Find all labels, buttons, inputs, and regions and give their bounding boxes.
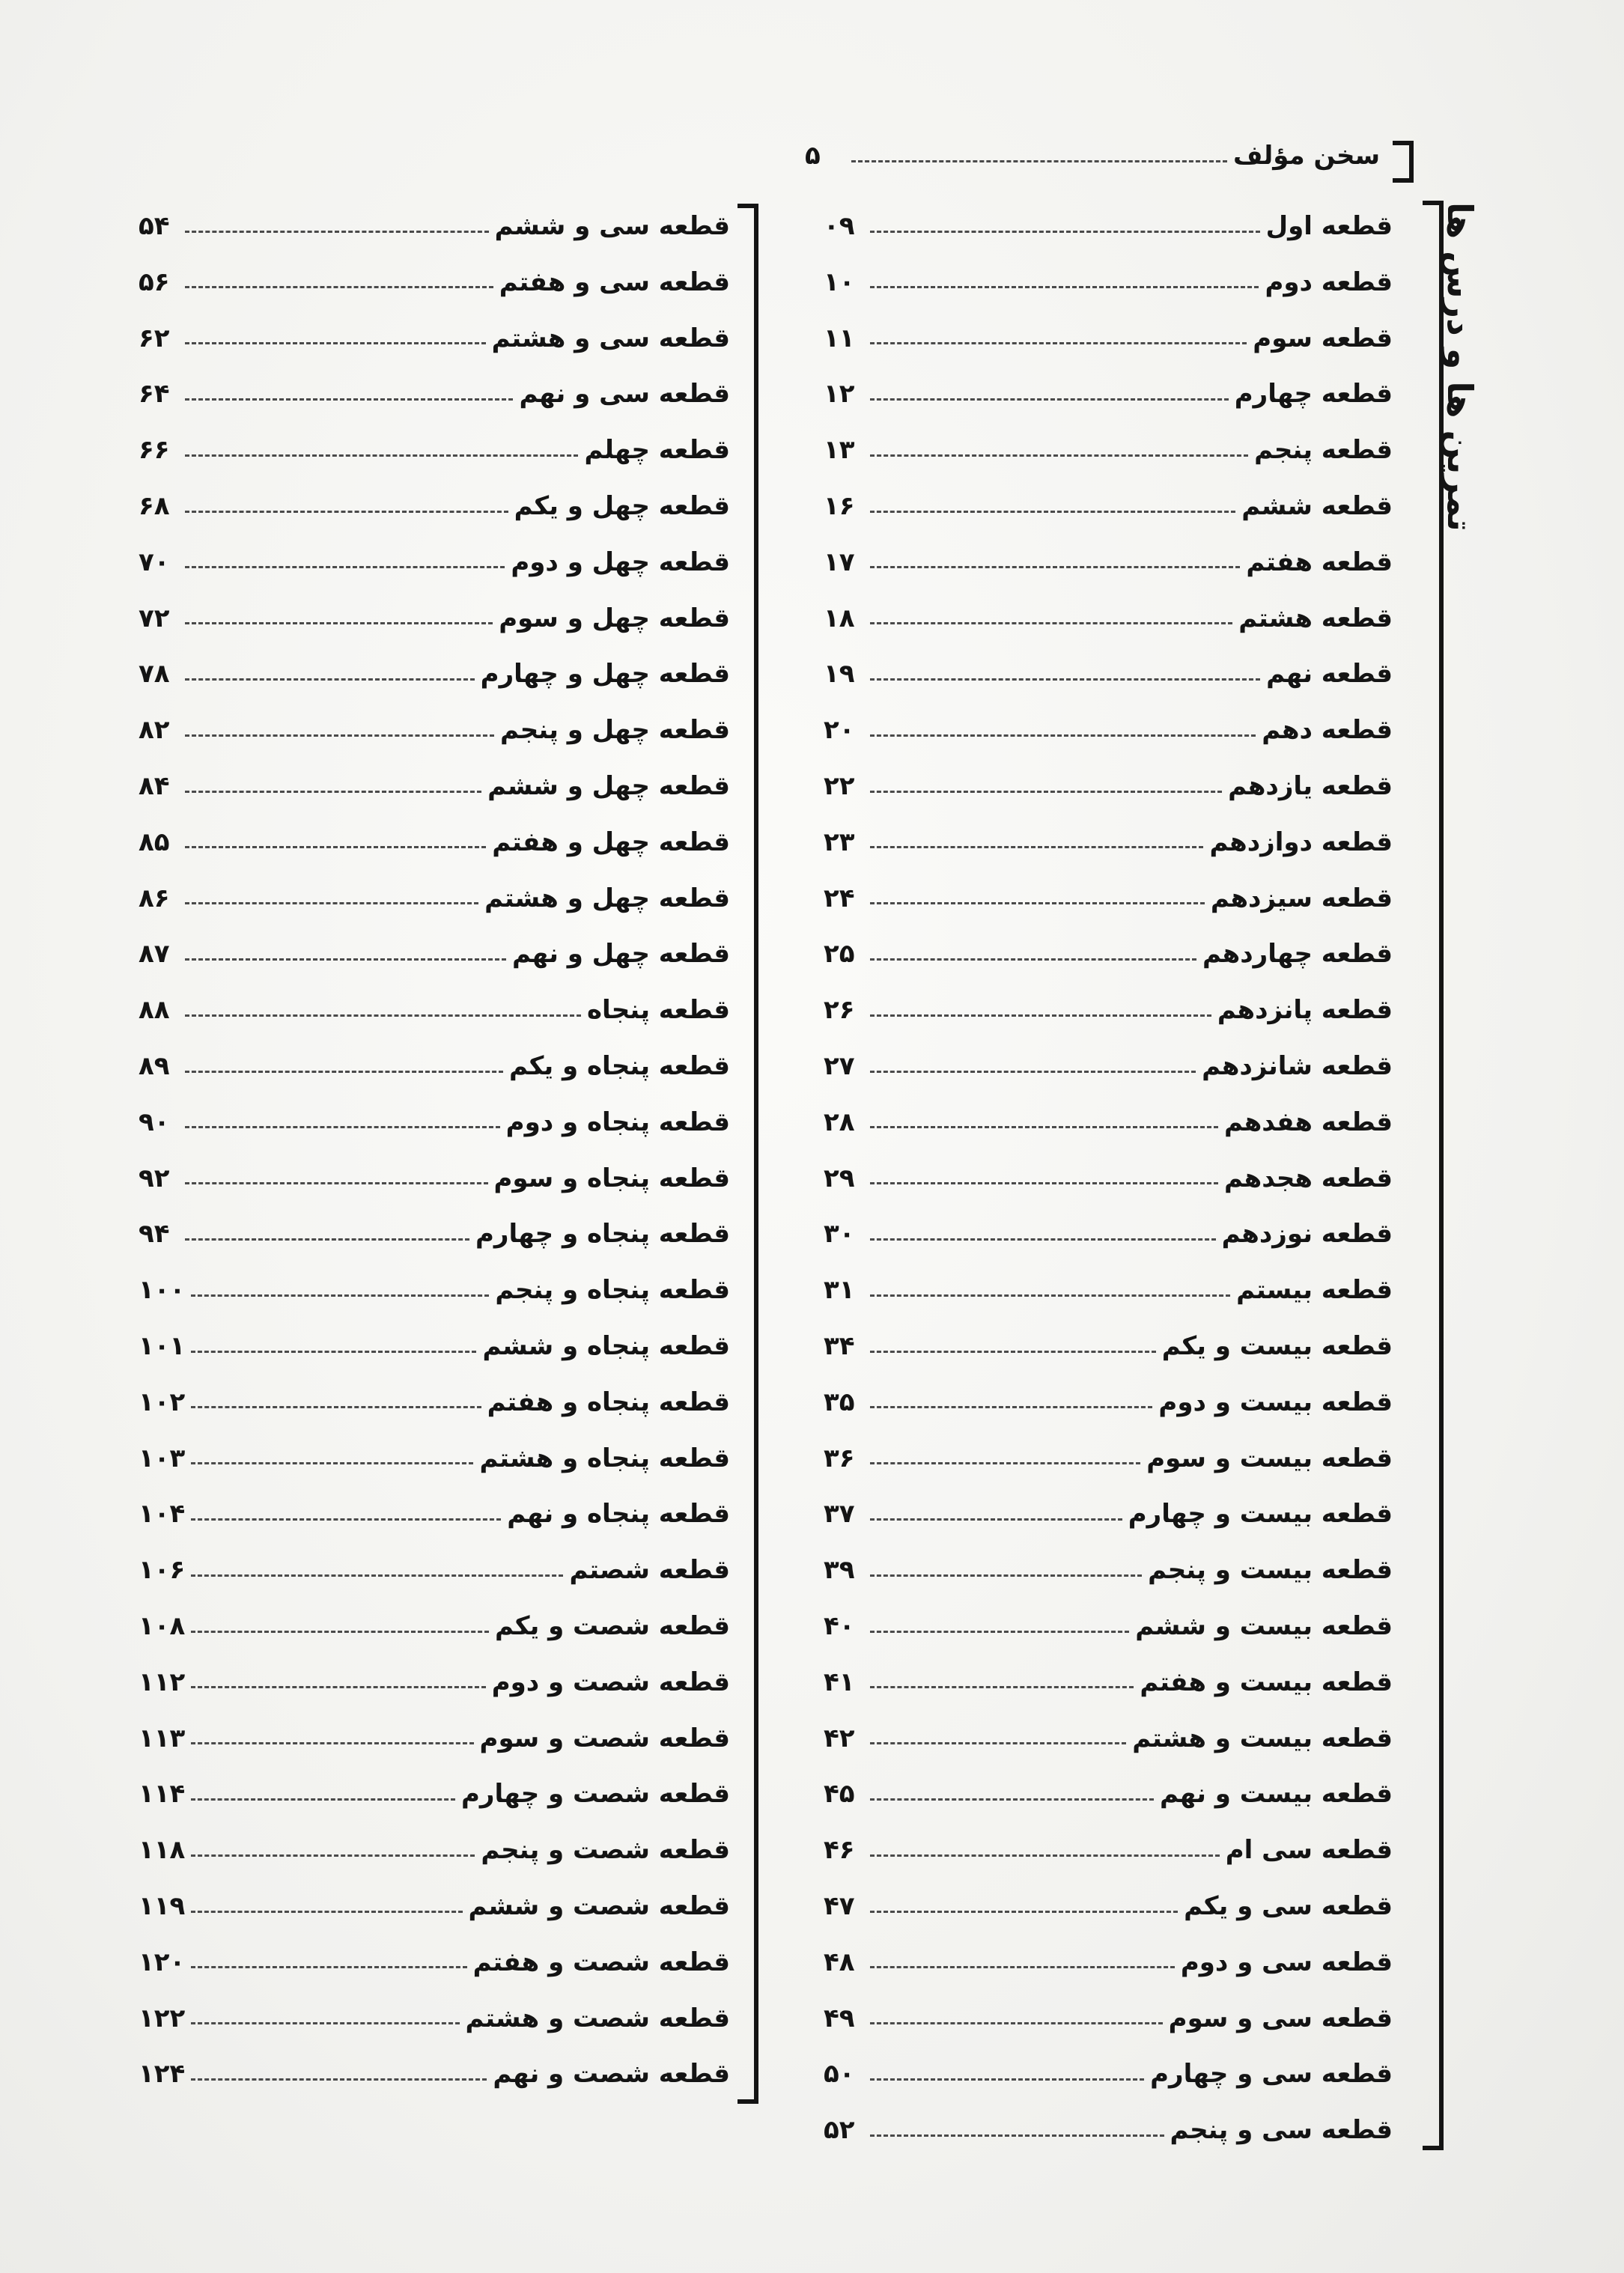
toc-entry-page: ۳۶	[824, 1443, 855, 1473]
toc-intro-row[interactable]	[805, 133, 1380, 178]
toc-row[interactable]	[824, 708, 1393, 752]
toc-entry-page: ۱۱۸	[139, 1835, 186, 1866]
toc-leader	[870, 1574, 1142, 1577]
toc-leader	[185, 342, 486, 344]
toc-row[interactable]	[824, 1940, 1393, 1985]
toc-entry-title: قطعه بیست و ششم	[1135, 1611, 1393, 1641]
toc-entry-title: قطعه شصت و چهارم	[461, 1779, 730, 1810]
toc-entry-title: قطعه سیزدهم	[1210, 883, 1393, 913]
toc-leader	[191, 1351, 476, 1353]
toc-entry-page: ۱۰۴	[139, 1499, 186, 1530]
toc-leader	[870, 1126, 1218, 1128]
toc-row[interactable]	[824, 1324, 1393, 1369]
toc-row[interactable]	[824, 1884, 1393, 1929]
toc-leader	[870, 398, 1229, 401]
toc-row[interactable]	[824, 820, 1393, 865]
toc-entry-page: ۴۷	[824, 1891, 855, 1921]
toc-leader	[870, 1014, 1211, 1017]
toc-entry-title: قطعه پانزدهم	[1217, 995, 1393, 1026]
toc-entry-title: قطعه شصت و پنجم	[481, 1835, 730, 1866]
toc-leader	[191, 1574, 563, 1577]
toc-row[interactable]	[824, 1604, 1393, 1649]
toc-leader	[870, 1294, 1230, 1297]
toc-row[interactable]	[139, 1100, 730, 1145]
toc-entry-title: قطعه هشتم	[1238, 603, 1393, 633]
toc-entry-page: ۶۴	[139, 379, 170, 410]
toc-entry-page: ۵۴	[139, 211, 170, 241]
toc-entry-title: قطعه چهل و سوم	[499, 603, 730, 633]
toc-row[interactable]	[139, 1828, 730, 1872]
toc-row[interactable]	[824, 1044, 1393, 1089]
toc-leader	[870, 342, 1247, 344]
toc-intro-title: سخن مؤلف	[1233, 141, 1380, 171]
toc-entry-title: قطعه سی و هفتم	[499, 267, 730, 297]
toc-leader	[870, 231, 1260, 233]
toc-leader	[191, 1911, 462, 1913]
toc-leader	[870, 1238, 1216, 1241]
toc-row[interactable]	[824, 1156, 1393, 1201]
toc-leader	[870, 678, 1260, 681]
toc-leader	[191, 1406, 481, 1408]
toc-entry-title: قطعه شصت و ششم	[468, 1891, 730, 1921]
toc-leader	[870, 454, 1248, 457]
toc-entry-title: قطعه سی ام	[1225, 1835, 1393, 1866]
toc-entry-page: ۸۶	[139, 883, 170, 913]
toc-leader	[185, 1182, 488, 1184]
toc-leader	[870, 566, 1240, 568]
toc-row[interactable]	[139, 1044, 730, 1089]
toc-entry-page: ۲۸	[824, 1107, 855, 1137]
toc-entry-page: ۱۰۳	[139, 1443, 186, 1473]
toc-row[interactable]	[824, 1100, 1393, 1145]
toc-entry-title: قطعه دهم	[1262, 715, 1393, 746]
toc-leader	[191, 1742, 473, 1744]
toc-leader	[870, 1911, 1178, 1913]
toc-entry-title: قطعه شصت و نهم	[493, 2059, 730, 2090]
toc-leader	[870, 791, 1222, 793]
toc-leader	[185, 1071, 503, 1073]
toc-row[interactable]	[824, 427, 1393, 472]
toc-entry-title: قطعه سی و ششم	[494, 211, 730, 241]
toc-entry-title: قطعه چهل و چهارم	[480, 659, 730, 690]
toc-row[interactable]	[139, 427, 730, 472]
toc-entry-title: قطعه شصت و هشتم	[465, 2003, 730, 2033]
toc-entry-title: قطعه بیست و پنجم	[1148, 1555, 1393, 1586]
toc-leader	[870, 2134, 1164, 2137]
toc-row[interactable]	[139, 1660, 730, 1705]
toc-entry-title: قطعه پنجاه و دوم	[505, 1107, 730, 1137]
toc-entry-title: قطعه چهارم	[1234, 379, 1393, 410]
toc-entry-page: ۷۸	[139, 659, 170, 690]
toc-row[interactable]	[824, 540, 1393, 585]
toc-leader	[185, 791, 481, 793]
toc-leader	[870, 2022, 1163, 2024]
toc-row[interactable]	[139, 1324, 730, 1369]
toc-row[interactable]	[139, 1211, 730, 1256]
toc-leader	[185, 1238, 469, 1241]
toc-entry-page: ۴۱	[824, 1667, 855, 1697]
toc-entry-page: ۸۷	[139, 939, 170, 970]
toc-entry-title: قطعه دوم	[1265, 267, 1393, 297]
toc-leader	[191, 1686, 485, 1688]
toc-entry-page: ۲۴	[824, 883, 855, 913]
toc-entry-page: ۱۱۹	[139, 1891, 186, 1921]
toc-leader	[870, 734, 1256, 737]
section-heading	[1440, 180, 1480, 554]
toc-row[interactable]	[824, 1828, 1393, 1872]
toc-entry-title: قطعه بیست و یکم	[1161, 1331, 1393, 1361]
toc-entry-title: قطعه بیست و سوم	[1146, 1443, 1393, 1473]
toc-leader	[191, 1462, 473, 1464]
toc-entry-page: ۱۰۱	[139, 1331, 186, 1361]
toc-entry-title: قطعه چهل و ششم	[487, 771, 730, 801]
toc-entry-page: ۲۹	[824, 1163, 855, 1193]
toc-entry-title: قطعه بیست و هفتم	[1140, 1667, 1393, 1697]
toc-entry-title: قطعه شصتم	[569, 1555, 730, 1586]
toc-entry-page: ۱۱۲	[139, 1667, 186, 1697]
toc-entry-page: ۲۲	[824, 771, 855, 801]
toc-row[interactable]	[139, 2051, 730, 2096]
toc-leader	[870, 1071, 1196, 1073]
toc-leader	[870, 1631, 1129, 1633]
toc-entry-page: ۹۴	[139, 1219, 170, 1250]
toc-leader	[851, 160, 1227, 162]
toc-entry-page: ۱۰۰	[139, 1275, 186, 1306]
toc-row[interactable]	[139, 1436, 730, 1481]
toc-entry-title: قطعه چهل و نهم	[511, 939, 730, 970]
toc-row[interactable]	[139, 708, 730, 752]
toc-row[interactable]	[824, 1660, 1393, 1705]
toc-leader	[191, 1294, 489, 1297]
toc-leader	[191, 1798, 455, 1801]
toc-entry-page: ۵۲	[824, 2115, 855, 2146]
toc-entry-page: ۴۹	[824, 2003, 855, 2033]
toc-entry-page: ۱۰۲	[139, 1387, 186, 1417]
toc-entry-title: قطعه شصت و سوم	[479, 1723, 730, 1753]
toc-leader	[185, 622, 493, 624]
toc-leader	[870, 1854, 1220, 1857]
toc-leader	[870, 902, 1205, 904]
toc-row[interactable]	[139, 596, 730, 641]
toc-entry-page: ۱۰۸	[139, 1611, 186, 1641]
toc-leader	[870, 1351, 1156, 1353]
toc-leader	[870, 1182, 1218, 1184]
toc-entry-title: قطعه پنجاه و نهم	[507, 1499, 730, 1530]
toc-leader	[191, 2022, 459, 2024]
toc-entry-title: قطعه یازدهم	[1228, 771, 1393, 801]
toc-row[interactable]	[139, 1940, 730, 1985]
toc-entry-page: ۶۸	[139, 491, 170, 521]
toc-row[interactable]	[139, 316, 730, 361]
toc-entry-title: قطعه پنجاه	[586, 995, 730, 1026]
toc-leader	[870, 1686, 1134, 1688]
toc-row[interactable]	[824, 1548, 1393, 1592]
toc-row[interactable]	[824, 2051, 1393, 2096]
toc-entry-page: ۸۹	[139, 1051, 170, 1081]
toc-entry-page: ۱۰	[824, 267, 855, 297]
toc-entry-page: ۱۲	[824, 379, 855, 410]
toc-row[interactable]	[824, 988, 1393, 1032]
toc-entry-page: ۴۶	[824, 1835, 855, 1866]
toc-entry-title: قطعه نهم	[1266, 659, 1393, 690]
toc-row[interactable]	[139, 1604, 730, 1649]
toc-leader	[870, 1798, 1154, 1801]
toc-row[interactable]	[139, 371, 730, 416]
toc-entry-title: قطعه شصت و هفتم	[472, 1947, 730, 1977]
toc-entry-title: قطعه دوازدهم	[1209, 827, 1393, 857]
toc-entry-title: قطعه سی و دوم	[1180, 1947, 1393, 1977]
toc-entry-page: ۸۵	[139, 827, 170, 857]
toc-entry-page: ۲۵	[824, 939, 855, 970]
toc-leader	[870, 1518, 1122, 1521]
toc-leader	[870, 1742, 1126, 1744]
toc-entry-page: ۴۰	[824, 1611, 855, 1641]
toc-entry-page: ۴۲	[824, 1723, 855, 1753]
toc-row[interactable]	[824, 1771, 1393, 1816]
toc-leader	[870, 958, 1196, 961]
toc-row[interactable]	[139, 1491, 730, 1536]
toc-entry-title: قطعه سی و چهارم	[1150, 2059, 1393, 2090]
toc-leader	[191, 1854, 475, 1857]
toc-entry-page: ۷۰	[139, 547, 170, 577]
toc-leader	[870, 1406, 1152, 1408]
toc-entry-page: ۹۰	[139, 1107, 170, 1137]
toc-entry-title: قطعه پنجاه و هفتم	[487, 1387, 730, 1417]
toc-entry-page: ۱۸	[824, 603, 855, 633]
toc-entry-page: ۱۲۴	[139, 2059, 186, 2090]
toc-row[interactable]	[139, 876, 730, 921]
toc-entry-page: ۸۸	[139, 995, 170, 1026]
toc-leader	[870, 622, 1232, 624]
toc-row[interactable]	[824, 2108, 1393, 2152]
toc-row[interactable]	[139, 764, 730, 809]
toc-entry-page: ۱۹	[824, 659, 855, 690]
toc-leader	[191, 1631, 489, 1633]
toc-entry-title: قطعه چهل و پنجم	[500, 715, 730, 746]
toc-row[interactable]	[824, 1436, 1393, 1481]
toc-entry-title: قطعه بیست و دوم	[1158, 1387, 1393, 1417]
toc-entry-title: قطعه سی و پنجم	[1170, 2115, 1393, 2146]
toc-entry-page: ۳۵	[824, 1387, 855, 1417]
toc-entry-page: ۶۲	[139, 323, 170, 353]
toc-leader	[185, 511, 508, 513]
toc-row[interactable]	[139, 931, 730, 976]
toc-leader	[191, 1966, 466, 1968]
toc-entry-title: قطعه سی و هشتم	[491, 323, 730, 353]
toc-row[interactable]	[139, 484, 730, 529]
toc-entry-title: قطعه هجدهم	[1224, 1163, 1393, 1193]
toc-entry-page: ۸۴	[139, 771, 170, 801]
toc-row[interactable]	[824, 371, 1393, 416]
toc-row[interactable]	[139, 260, 730, 305]
toc-entry-page: ۱۱۴	[139, 1779, 186, 1810]
toc-leader	[870, 286, 1259, 288]
toc-row[interactable]	[824, 260, 1393, 305]
toc-entry-page: ۳۷	[824, 1499, 855, 1530]
toc-entry-page: ۲۷	[824, 1051, 855, 1081]
toc-entry-page: ۴۵	[824, 1779, 855, 1810]
toc-row[interactable]	[139, 820, 730, 865]
toc-leader	[870, 846, 1203, 848]
toc-entry-page: ۹۲	[139, 1163, 170, 1193]
toc-leader	[870, 511, 1235, 513]
toc-entry-page: ۳۱	[824, 1275, 855, 1306]
toc-entry-title: قطعه شصت و دوم	[491, 1667, 730, 1697]
toc-leader	[185, 398, 513, 401]
toc-entry-page: ۱۰۶	[139, 1555, 186, 1586]
toc-entry-page: ۳۹	[824, 1555, 855, 1586]
toc-entry-page: ۶۶	[139, 435, 170, 466]
toc-entry-page: ۱۲۲	[139, 2003, 186, 2033]
toc-row[interactable]	[824, 1268, 1393, 1312]
toc-entry-title: قطعه سی و نهم	[519, 379, 730, 410]
toc-entry-title: قطعه هفدهم	[1224, 1107, 1393, 1137]
toc-row[interactable]	[824, 1716, 1393, 1761]
toc-row[interactable]	[824, 1211, 1393, 1256]
toc-entry-title: قطعه سی و یکم	[1184, 1891, 1393, 1921]
toc-row[interactable]	[139, 540, 730, 585]
toc-entry-page: ۵۶	[139, 267, 170, 297]
toc-row[interactable]	[824, 316, 1393, 361]
toc-entry-title: قطعه بیست و نهم	[1160, 1779, 1393, 1810]
toc-entry-title: قطعه پنجاه و سوم	[493, 1163, 730, 1193]
toc-entry-title: قطعه ششم	[1241, 491, 1393, 521]
toc-entry-title: قطعه چهل و هشتم	[484, 883, 730, 913]
toc-entry-title: قطعه سوم	[1253, 323, 1393, 353]
toc-entry-title: قطعه اول	[1265, 211, 1393, 241]
toc-entry-title: قطعه بیست و هشتم	[1132, 1723, 1393, 1753]
toc-entry-title: قطعه پنجم	[1254, 435, 1393, 466]
section-bracket-left	[738, 204, 758, 2104]
toc-row[interactable]	[824, 1491, 1393, 1536]
toc-entry-title: قطعه چهلم	[584, 435, 730, 466]
toc-leader	[191, 2078, 487, 2081]
toc-entry-page: ۷۲	[139, 603, 170, 633]
toc-leader	[185, 1014, 581, 1017]
toc-row[interactable]	[139, 1996, 730, 2041]
toc-leader	[185, 231, 489, 233]
toc-entry-page: ۱۶	[824, 491, 855, 521]
toc-entry-title: قطعه چهل و هفتم	[492, 827, 730, 857]
toc-row[interactable]	[139, 1884, 730, 1929]
toc-leader	[185, 958, 506, 961]
toc-row[interactable]	[824, 931, 1393, 976]
toc-row[interactable]	[139, 204, 730, 249]
toc-row[interactable]	[824, 1996, 1393, 2041]
toc-entry-title: قطعه پنجاه و پنجم	[495, 1275, 730, 1306]
toc-entry-page: ۱۳	[824, 435, 855, 466]
toc-row[interactable]	[824, 596, 1393, 641]
toc-entry-page: ۲۳	[824, 827, 855, 857]
toc-entry-page: ۲۰	[824, 715, 855, 746]
toc-leader	[870, 1966, 1175, 1968]
toc-row[interactable]	[824, 1380, 1393, 1425]
toc-row[interactable]	[824, 651, 1393, 696]
toc-leader	[185, 846, 486, 848]
toc-leader	[185, 286, 493, 288]
toc-row[interactable]	[139, 1380, 730, 1425]
toc-entry-title: قطعه نوزدهم	[1221, 1219, 1393, 1250]
toc-entry-title: قطعه پنجاه و هشتم	[479, 1443, 730, 1473]
toc-row[interactable]	[139, 1268, 730, 1312]
toc-entry-title: قطعه چهاردهم	[1202, 939, 1393, 970]
toc-row[interactable]	[824, 876, 1393, 921]
toc-leader	[191, 1518, 501, 1521]
toc-row[interactable]	[824, 764, 1393, 809]
toc-leader	[185, 1126, 500, 1128]
toc-entry-title: قطعه بیست و چهارم	[1128, 1499, 1393, 1530]
section-heading-text: تمرین ها و درس ها	[1440, 202, 1480, 532]
toc-row[interactable]	[824, 204, 1393, 249]
toc-leader	[185, 734, 494, 737]
toc-entry-page: ۱۱	[824, 323, 855, 353]
toc-row[interactable]	[139, 1156, 730, 1201]
toc-entry-title: قطعه پنجاه و یکم	[508, 1051, 730, 1081]
toc-leader	[870, 2078, 1144, 2081]
toc-entry-title: قطعه چهل و یکم	[514, 491, 730, 521]
toc-row[interactable]	[139, 988, 730, 1032]
toc-row[interactable]	[139, 1548, 730, 1592]
toc-entry-title: قطعه شصت و یکم	[495, 1611, 730, 1641]
toc-entry-page: ۱۷	[824, 547, 855, 577]
toc-leader	[185, 566, 505, 568]
toc-row[interactable]	[139, 1771, 730, 1816]
toc-row[interactable]	[139, 651, 730, 696]
toc-entry-page: ۳۴	[824, 1331, 855, 1361]
toc-entry-page: ۰۹	[824, 211, 855, 241]
toc-row[interactable]	[139, 1716, 730, 1761]
toc-row[interactable]	[824, 484, 1393, 529]
toc-entry-page: ۵۰	[824, 2059, 855, 2090]
toc-entry-title: قطعه سی و سوم	[1168, 2003, 1393, 2033]
toc-intro-page: ۵	[805, 141, 821, 171]
toc-entry-title: قطعه هفتم	[1246, 547, 1393, 577]
toc-leader	[870, 1462, 1140, 1464]
intro-bracket	[1393, 141, 1414, 183]
toc-entry-title: قطعه چهل و دوم	[511, 547, 730, 577]
toc-entry-page: ۱۱۳	[139, 1723, 186, 1753]
toc-entry-title: قطعه شانزدهم	[1202, 1051, 1393, 1081]
toc-entry-page: ۲۶	[824, 995, 855, 1026]
toc-entry-page: ۱۲۰	[139, 1947, 186, 1977]
toc-entry-page: ۸۲	[139, 715, 170, 746]
toc-entry-page: ۴۸	[824, 1947, 855, 1977]
toc-leader	[185, 678, 475, 681]
toc-leader	[185, 454, 578, 457]
toc-entry-page: ۳۰	[824, 1219, 855, 1250]
toc-entry-title: قطعه پنجاه و چهارم	[475, 1219, 730, 1250]
toc-entry-title: قطعه پنجاه و ششم	[482, 1331, 730, 1361]
toc-leader	[185, 902, 478, 904]
toc-entry-title: قطعه بیستم	[1236, 1275, 1393, 1306]
